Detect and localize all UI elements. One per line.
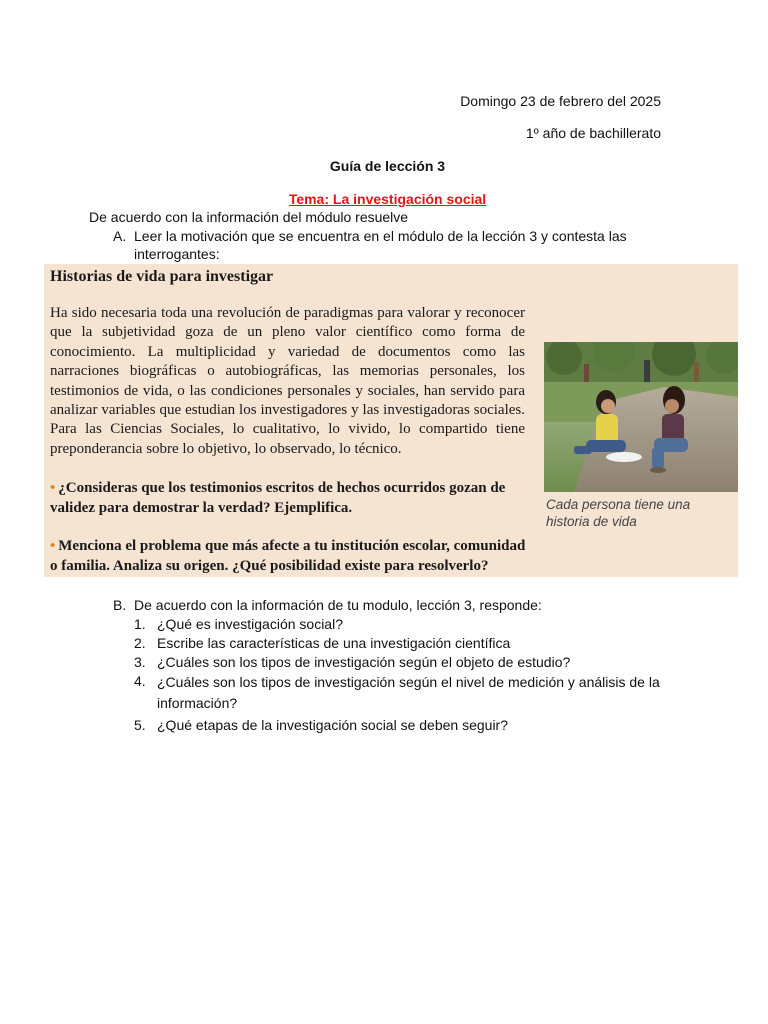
list-item-5-num: 5. xyxy=(134,717,146,733)
list-item-4-num: 4. xyxy=(134,673,146,689)
topic-title: Tema: La investigación social xyxy=(288,191,487,207)
photo-caption: Cada persona tiene una historia de vida xyxy=(546,497,691,529)
students-photo xyxy=(544,342,738,492)
question-text: Menciona el problema que más afecte a tu institución escolar, comunidad o familia. Analiza su origen. ¿Qué posibilidad existe para resolverlo? xyxy=(50,538,526,574)
reading-question-2 xyxy=(50,536,530,576)
section-b-marker: B. xyxy=(113,597,127,613)
list-item-1-num: 1. xyxy=(134,616,146,632)
question-text: ¿Consideras que los testimonios escritos de hechos ocurridos gozan de validez para demostrar la verdad? Ejemplifica. xyxy=(50,480,506,516)
list-item-3: ¿Cuáles son los tipos de investigación según el objeto de estudio? xyxy=(157,654,571,670)
reading-question-1 xyxy=(50,478,530,518)
list-item-5: ¿Qué etapas de la investigación social se deben seguir? xyxy=(157,717,508,733)
list-item-4: ¿Cuáles son los tipos de investigación según el nivel de medición y análisis de la información? xyxy=(157,674,660,711)
intro-text: De acuerdo con la información del módulo resuelve xyxy=(89,209,409,225)
bullet-icon: • xyxy=(50,480,56,496)
document-date: Domingo 23 de febrero del 2025 xyxy=(460,93,661,109)
section-a-text: Leer la motivación que se encuentra en el módulo de la lección 3 y contesta las interrogantes: xyxy=(134,228,627,262)
list-item-2: Escribe las características de una investigación científica xyxy=(157,635,511,651)
list-item-1: ¿Qué es investigación social? xyxy=(157,616,343,632)
reading-title: Historias de vida para investigar xyxy=(50,268,274,285)
grade-level: 1º año de bachillerato xyxy=(525,125,661,141)
reading-box xyxy=(44,264,738,577)
guide-title: Guía de lección 3 xyxy=(329,158,446,174)
section-a-marker: A. xyxy=(113,228,127,244)
list-item-2-num: 2. xyxy=(134,635,146,651)
list-item-3-num: 3. xyxy=(134,654,146,670)
reading-paragraph: Ha sido necesaria toda una revolución de paradigmas para valorar y reconocer que la subjetividad goza de un pleno valor científico como forma de conocimiento. La multiplicidad y variedad de documentos como las narraciones biográficas o autobiográficas, las memorias personales, los testimonios de vida, o las condiciones personales y sociales, han servido para analizar variables que estudian los investigadores y las investigadoras sociales. Para las Ciencias Sociales, lo cualitativo, lo vivido, lo compartido tiene preponderancia sobre lo objetivo, lo observado, lo técnico. xyxy=(50,305,525,457)
section-b-text: De acuerdo con la información de tu modulo, lección 3, responde: xyxy=(134,597,542,613)
bullet-icon: • xyxy=(50,538,56,554)
